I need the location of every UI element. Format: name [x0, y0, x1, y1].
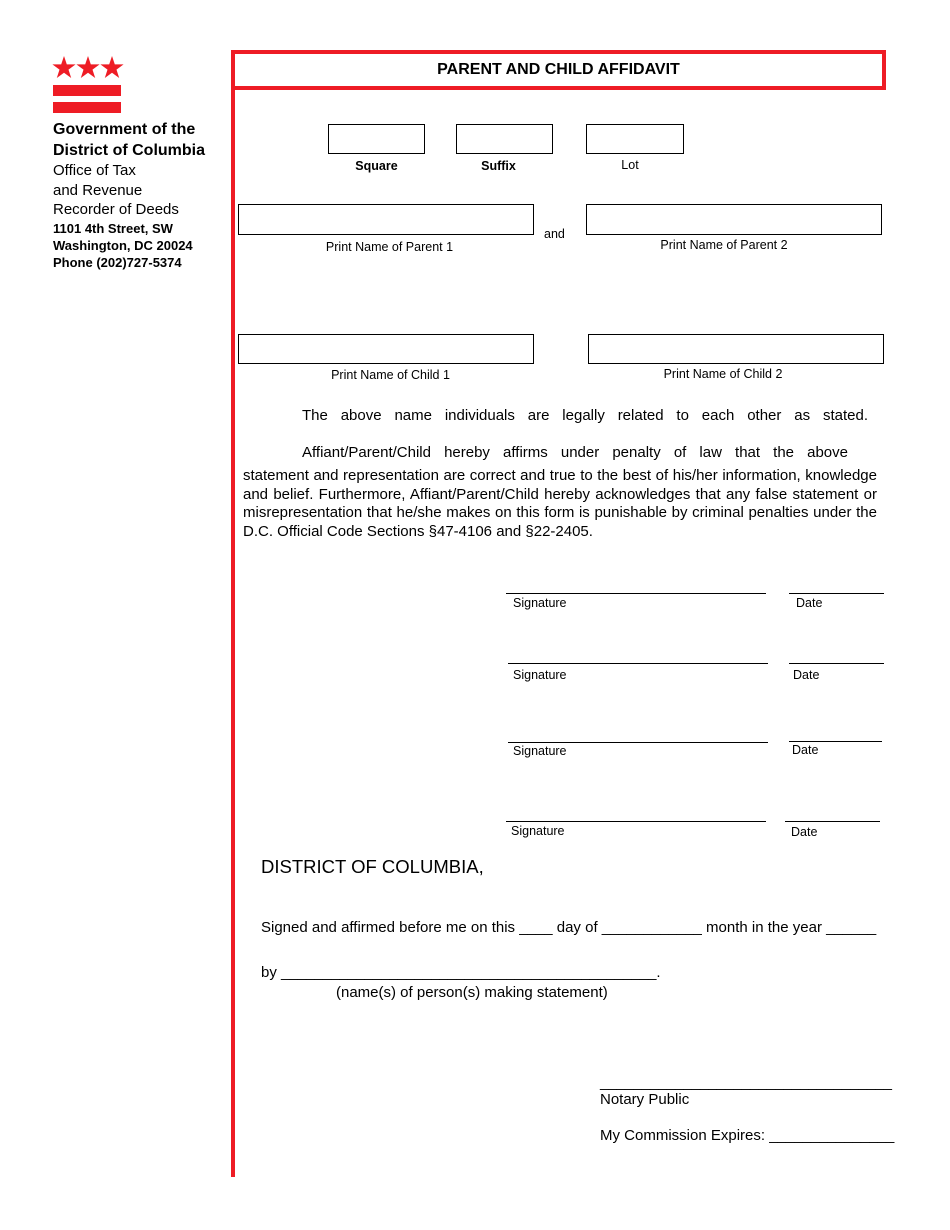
- date-label-4: Date: [791, 825, 818, 839]
- date-label-3: Date: [792, 743, 819, 757]
- flag-bar-top: [53, 85, 121, 96]
- child2-name-label: Print Name of Child 2: [663, 367, 783, 381]
- parent1-name-label: Print Name of Parent 1: [325, 240, 454, 254]
- jurisdiction-heading: DISTRICT OF COLUMBIA,: [261, 856, 484, 877]
- red-left-rule: [231, 50, 235, 1177]
- signature-label-4: Signature: [511, 824, 565, 838]
- dept-line3: Recorder of Deeds: [53, 201, 179, 218]
- date-label-2: Date: [793, 668, 820, 682]
- notary-public-label: Notary Public: [600, 1091, 690, 1108]
- date-line-4[interactable]: [785, 821, 880, 822]
- suffix-field[interactable]: [456, 124, 553, 154]
- affirmed-date-line[interactable]: Signed and affirmed before me on this ____ day of ____________ month in the year ______: [261, 919, 877, 936]
- commission-expires-line[interactable]: My Commission Expires: _______________: [600, 1127, 895, 1144]
- by-name-caption: (name(s) of person(s) making statement): [336, 984, 608, 1001]
- signature-line-1[interactable]: [506, 593, 766, 594]
- title-box: [231, 50, 886, 90]
- dc-flag-stars-logo: [52, 56, 124, 82]
- sidebar-org-info: [53, 120, 228, 271]
- address-line2: Washington, DC 20024: [53, 237, 193, 253]
- square-field[interactable]: [328, 124, 425, 154]
- parent1-name-field[interactable]: [238, 204, 534, 235]
- signature-label-1: Signature: [513, 596, 567, 610]
- square-label: Square: [355, 159, 398, 173]
- phone-number: Phone (202)727-5374: [53, 254, 182, 270]
- signature-label-3: Signature: [513, 744, 567, 758]
- date-line-2[interactable]: [789, 663, 884, 664]
- lot-field[interactable]: [586, 124, 684, 154]
- notary-signature-line[interactable]: ___________________________________: [600, 1074, 892, 1091]
- form-title: PARENT AND CHILD AFFIDAVIT: [437, 61, 680, 78]
- child2-name-field[interactable]: [588, 334, 884, 364]
- org-name-line1: Government of the: [53, 121, 196, 138]
- address-line1: 1101 4th Street, SW: [53, 220, 173, 236]
- date-label-1: Date: [796, 596, 823, 610]
- parent2-name-label: Print Name of Parent 2: [660, 238, 788, 252]
- by-name-line[interactable]: by _____________________________________________.: [261, 964, 661, 981]
- signature-label-2: Signature: [513, 668, 567, 682]
- signature-line-4[interactable]: [506, 821, 766, 822]
- org-name-line2: District of Columbia: [53, 141, 206, 159]
- suffix-label: Suffix: [481, 159, 516, 173]
- parent2-name-field[interactable]: [586, 204, 882, 235]
- relation-statement: The above name individuals are legally related to each other as stated.: [302, 407, 868, 424]
- date-line-1[interactable]: [789, 593, 884, 594]
- signature-line-2[interactable]: [508, 663, 768, 664]
- affirmation-first-line: Affiant/Parent/Child hereby affirms under penalty of law that the above: [302, 444, 848, 461]
- flag-bar-bottom: [53, 102, 121, 113]
- dept-line1: Office of Tax: [53, 162, 136, 179]
- signature-line-3[interactable]: [508, 742, 768, 743]
- affirmation-body: statement and representation are correct and true to the best of his/her information, knowledge and belief. Furthermore, Affiant/Parent/Child hereby acknowledges that any false statement or misrepresentation that he/she makes on this form is punishable by criminal penalties under the D.C. Official Code Sections §47-4106 and §22-2405.: [243, 467, 877, 540]
- child1-name-field[interactable]: [238, 334, 534, 364]
- lot-label: Lot: [621, 158, 639, 172]
- child1-name-label: Print Name of Child 1: [331, 368, 450, 382]
- dept-line2: and Revenue: [53, 181, 143, 199]
- date-line-3[interactable]: [789, 741, 882, 742]
- and-label: and: [544, 227, 565, 241]
